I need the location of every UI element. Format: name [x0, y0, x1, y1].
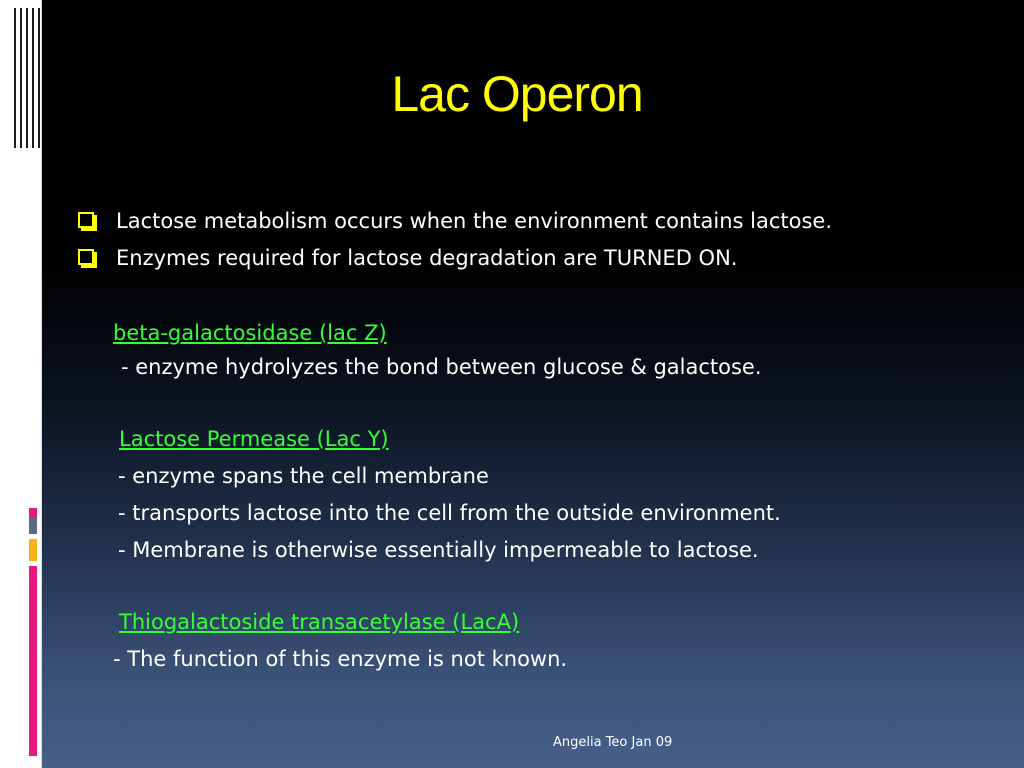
enzyme-description: - enzyme hydrolyzes the bond between glucose & galactose. [121, 355, 762, 379]
enzyme-description: - Membrane is otherwise essentially impermeable to lactose. [118, 538, 759, 562]
hollow-square-bullet-icon [78, 212, 94, 228]
enzyme-description: - transports lactose into the cell from the outside environment. [118, 501, 781, 525]
slide-title: Lac Operon [391, 66, 643, 122]
left-decorative-strip [0, 0, 42, 768]
enzyme-link-lacz[interactable]: beta-galactosidase (lac Z) [113, 321, 387, 345]
enzyme-description: - enzyme spans the cell membrane [118, 464, 489, 488]
slide-footer: Angelia Teo Jan 09 [553, 735, 673, 750]
accent-bar-pink-top [29, 508, 37, 518]
accent-bar-pink-long [29, 566, 37, 756]
accent-bar-orange [29, 539, 37, 561]
accent-bar-slate [29, 518, 37, 534]
slide [42, 0, 1024, 768]
enzyme-description: - The function of this enzyme is not known. [113, 647, 568, 671]
vertical-lines-decoration-icon [12, 8, 40, 148]
bullet-text: Enzymes required for lactose degradation are TURNED ON. [116, 246, 738, 270]
enzyme-link-laca[interactable]: Thiogalactoside transacetylase (LacA) [119, 610, 520, 634]
enzyme-link-lacy[interactable]: Lactose Permease (Lac Y) [119, 427, 389, 451]
hollow-square-bullet-icon [78, 249, 94, 265]
bullet-text: Lactose metabolism occurs when the environment contains lactose. [116, 209, 833, 233]
